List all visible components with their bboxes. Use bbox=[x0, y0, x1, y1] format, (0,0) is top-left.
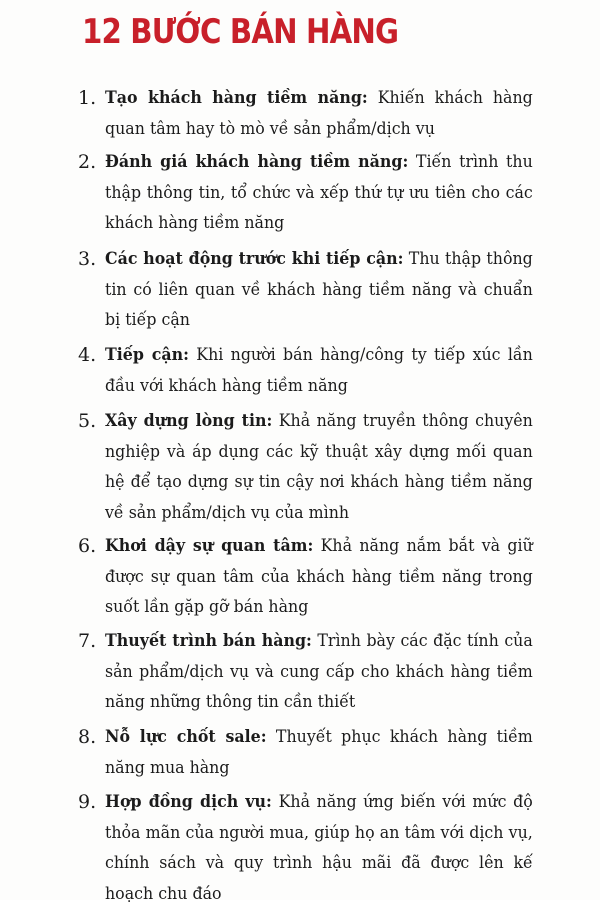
step-text bbox=[105, 340, 533, 401]
step-term: Nỗ lực chốt sale: bbox=[105, 727, 267, 747]
step-description: Khả năng nắm bắt và giữ được sự quan tâm của khách hàng tiềm năng trong suốt lần gặp gỡ bán hàng bbox=[105, 536, 533, 617]
step-text bbox=[105, 626, 533, 718]
step-number: 1. bbox=[78, 87, 97, 109]
page-title: 12 BƯỚC BÁN HÀNG bbox=[82, 12, 399, 52]
step-term: Hợp đồng dịch vụ: bbox=[105, 792, 272, 812]
step-text bbox=[105, 83, 533, 144]
step-description: Tiến trình thu thập thông tin, tổ chức và xếp thứ tự ưu tiên cho các khách hàng tiềm năng bbox=[105, 152, 533, 233]
step-number: 4. bbox=[78, 344, 97, 366]
step-term: Xây dựng lòng tin: bbox=[105, 411, 273, 431]
step-description: Thu thập thông tin có liên quan về khách hàng tiềm năng và chuẩn bị tiếp cận bbox=[105, 249, 533, 330]
step-description: Thuyết phục khách hàng tiềm năng mua hàng bbox=[105, 727, 533, 778]
step-text bbox=[105, 406, 533, 528]
step-term: Thuyết trình bán hàng: bbox=[105, 631, 312, 651]
step-number: 8. bbox=[78, 726, 97, 748]
step-text bbox=[105, 722, 533, 783]
step-text bbox=[105, 147, 533, 239]
step-description: Khả năng truyền thông chuyên nghiệp và áp dụng các kỹ thuật xây dựng mối quan hệ để tạo dựng sự tin cậy nơi khách hàng tiềm năng về sản phẩm/dịch vụ của mình bbox=[105, 411, 533, 523]
step-term: Tiếp cận: bbox=[105, 345, 189, 365]
step-description: Khi người bán hàng/công ty tiếp xúc lần đầu với khách hàng tiềm năng bbox=[105, 345, 533, 396]
step-number: 9. bbox=[78, 791, 97, 813]
step-term: Các hoạt động trước khi tiếp cận: bbox=[105, 249, 404, 269]
step-text bbox=[105, 531, 533, 623]
step-number: 7. bbox=[78, 630, 97, 652]
step-description: Trình bày các đặc tính của sản phẩm/dịch vụ và cung cấp cho khách hàng tiềm năng những thông tin cần thiết bbox=[105, 631, 533, 712]
step-text bbox=[105, 787, 533, 909]
step-term: Khơi dậy sự quan tâm: bbox=[105, 536, 314, 556]
step-term: Đánh giá khách hàng tiềm năng: bbox=[105, 152, 409, 172]
step-description: Khả năng ứng biến với mức độ thỏa mãn của người mua, giúp họ an tâm với dịch vụ, chính sách và quy trình hậu mãi đã được lên kế hoạch chu đáo bbox=[105, 792, 533, 904]
step-number: 3. bbox=[78, 248, 97, 270]
step-description: Khiến khách hàng quan tâm hay tò mò về sản phẩm/dịch vụ bbox=[105, 88, 533, 139]
step-text bbox=[105, 244, 533, 336]
step-number: 6. bbox=[78, 535, 97, 557]
step-term: Tạo khách hàng tiềm năng: bbox=[105, 88, 368, 108]
step-number: 5. bbox=[78, 410, 97, 432]
step-number: 2. bbox=[78, 151, 97, 173]
